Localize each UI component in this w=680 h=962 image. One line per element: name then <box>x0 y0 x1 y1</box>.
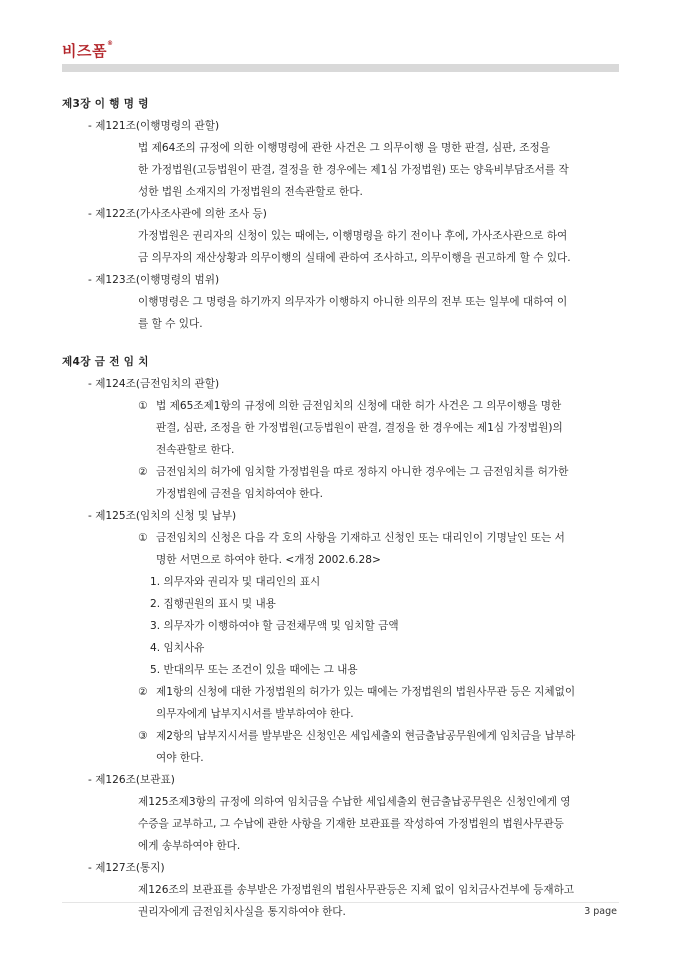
bizform-logo: 비즈폼® <box>62 40 114 60</box>
paragraph-item: ② 금전임치의 허가에 임치할 가정법원을 따로 정하지 아니한 경우에는 그 금전임치를 허가한 가정법원에 금전을 임치하여야 한다. <box>88 461 618 505</box>
article-heading: - 제121조(이행명령의 관할) <box>88 115 618 137</box>
paragraph-number: ① <box>138 532 148 544</box>
article-text: 법 제64조의 규정에 의한 이행명령에 관한 사건은 그 의무이행 을 명한 판결, 심판, 조정을 한 가정법원(고등법원이 판결, 결정을 한 경우에는 제1심 가정법원) 또는 양육비부담조서를 작 성한 법원 소재지의 가정법원의 전속관할로 한다. <box>138 142 569 198</box>
article-125 <box>62 505 618 769</box>
article-123 <box>62 269 618 335</box>
article-122 <box>62 203 618 269</box>
article-text: 제126조의 보관표를 송부받은 가정법원의 법원사무관등은 지체 없이 임치금사건부에 등재하고 권리자에게 금전임치사실을 통지하여야 한다. <box>138 884 575 918</box>
paragraph-item: ② 제1항의 신청에 대한 가정법원의 허가가 있는 때에는 가정법원의 법원사무관 등은 지체없이 의무자에게 납부지시서를 발부하여야 한다. <box>88 681 618 725</box>
paragraph-number: ③ <box>138 730 148 742</box>
article-heading: - 제124조(금전임치의 관할) <box>88 373 618 395</box>
article-126 <box>62 769 618 857</box>
list-item: 3. 의무자가 이행하여야 할 금전채무액 및 임치할 금액 <box>150 620 399 632</box>
paragraph-number: ② <box>138 466 148 478</box>
article-text: 제125조제3항의 규정에 의하여 임치금을 수납한 세입세출외 현금출납공무원은 신청인에게 영 수증을 교부하고, 그 수납에 관한 사항을 기재한 보관표를 작성하여 가정법원의 법원사무관등 에게 송부하여야 한다. <box>138 796 571 852</box>
paragraph-item: ③ 제2항의 납부지시서를 발부받은 신청인은 세입세출외 현금출납공무원에게 임치금을 납부하 여야 한다. <box>88 725 618 769</box>
article-121 <box>62 115 618 203</box>
article-text: 이행명령은 그 명령을 하기까지 의무자가 이행하지 아니한 의무의 전부 또는 일부에 대하여 이 를 할 수 있다. <box>138 296 568 330</box>
paragraph-number: ① <box>138 400 148 412</box>
paragraph-number: ② <box>138 686 148 698</box>
page-number: 3 page <box>584 906 617 917</box>
article-124 <box>62 373 618 505</box>
article-heading: - 제127조(통지) <box>88 857 618 879</box>
paragraph-item: ① 법 제65조제1항의 규정에 의한 금전임치의 신청에 대한 허가 사건은 그 의무이행을 명한 판결, 심판, 조정을 한 가정법원(고등법원이 판결, 결정을 한 경우에는 제1심 가정법원)의 전속관할로 한다. <box>88 395 618 461</box>
article-heading: - 제122조(가사조사관에 의한 조사 등) <box>88 203 618 225</box>
header-bar <box>62 64 619 72</box>
list-item: 2. 집행권원의 표시 및 내용 <box>150 598 276 610</box>
list-item: 1. 의무자와 권리자 및 대리인의 표시 <box>150 576 321 588</box>
article-text: 가정법원은 권리자의 신청이 있는 때에는, 이행명령을 하기 전이나 후에, 가사조사관으로 하여 금 의무자의 재산상황과 의무이행의 실태에 관하여 조사하고, 의무이행을 권고하게 할 수 있다. <box>138 230 571 264</box>
footer-divider <box>62 902 619 903</box>
list-item: 5. 반대의무 또는 조건이 있을 때에는 그 내용 <box>150 664 358 676</box>
document-body <box>62 93 618 923</box>
article-heading: - 제125조(임치의 신청 및 납부) <box>88 505 618 527</box>
article-heading: - 제126조(보관표) <box>88 769 618 791</box>
chapter-4-title: 제4장 금 전 임 치 <box>62 356 149 368</box>
article-heading: - 제123조(이행명령의 범위) <box>88 269 618 291</box>
chapter-3-title: 제3장 이 행 명 령 <box>62 98 149 110</box>
list-item: 4. 임치사유 <box>150 642 205 654</box>
article-127 <box>62 857 618 923</box>
paragraph-item: ① 금전임치의 신청은 다음 각 호의 사항을 기재하고 신청인 또는 대리인이 기명날인 또는 서 명한 서면으로 하여야 한다. <개정 2002.6.28> <box>88 527 618 571</box>
